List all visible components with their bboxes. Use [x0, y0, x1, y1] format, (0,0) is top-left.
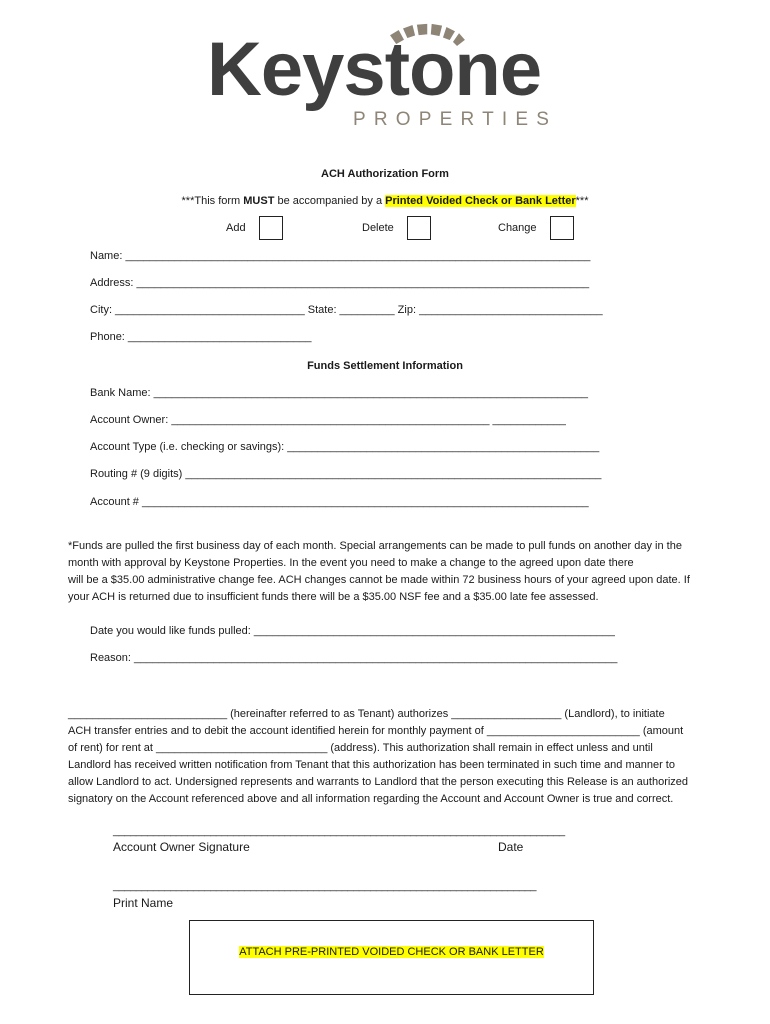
routing-field[interactable]: Routing # (9 digits) ____________________________________________________________________: [90, 468, 602, 480]
authorization-line: signatory on the Account referenced above and all information regarding the Account and Account Owner is true and correct.: [68, 793, 674, 805]
print-name-label: Print Name: [113, 896, 174, 910]
option-change-label: Change: [498, 222, 537, 234]
notice-prefix: ***This form: [181, 195, 244, 207]
attach-note-wrap: [189, 946, 594, 959]
option-delete-label: Delete: [362, 222, 394, 234]
notice-suffix: ***: [575, 195, 589, 207]
option-change-checkbox[interactable]: [550, 216, 574, 240]
authorization-line: of rent) for rent at ____________________________ (address). This authorization shall remain in effect unless and until: [68, 742, 653, 754]
authorization-line: __________________________ (hereinafter referred to as Tenant) authorizes __________________ (Landlord), to initiate: [68, 708, 665, 720]
funds-note: [68, 538, 690, 606]
option-add-checkbox[interactable]: [259, 216, 283, 240]
attach-note: ATTACH PRE-PRINTED VOIDED CHECK OR BANK LETTER: [239, 946, 544, 958]
logo-tagline: PROPERTIES: [353, 109, 558, 130]
name-field[interactable]: Name: ____________________________________________________________________________: [90, 250, 591, 262]
logo-brand: Keystone: [207, 27, 542, 112]
funds-note-line: your ACH is returned due to insufficient funds there will be a $35.00 NSF fee and a $35.00 late fee assessed.: [68, 591, 599, 603]
account-owner-field[interactable]: Account Owner: ____________________________________________________ ____________: [90, 414, 566, 426]
address-field[interactable]: Address: __________________________________________________________________________: [90, 277, 590, 289]
account-number-field[interactable]: Account # _________________________________________________________________________: [90, 496, 589, 508]
option-add-label: Add: [226, 222, 246, 234]
city-state-zip-field[interactable]: City: _______________________________ State: _________ Zip: ______________________________: [90, 304, 603, 316]
signature-label: Account Owner Signature: [113, 840, 250, 854]
funds-note-line: *Funds are pulled the first business day of each month. Special arrangements can be made to pull funds on another day in the: [68, 540, 682, 552]
notice-middle: be accompanied by a: [274, 195, 386, 207]
signature-line[interactable]: _______________________________________________________________________________: [113, 825, 565, 837]
option-delete-checkbox[interactable]: [407, 216, 431, 240]
funds-note-line: will be a $35.00 administrative change fee. ACH changes cannot be made within 72 business hours of your agreed upon date. If: [68, 574, 690, 586]
funds-heading: Funds Settlement Information: [307, 360, 463, 372]
authorization-line: Landlord has received written notification from Tenant that this authorization has been terminated in such time and manner to: [68, 759, 675, 771]
notice-must: MUST: [243, 195, 275, 207]
date-pulled-field[interactable]: Date you would like funds pulled: ___________________________________________________________: [90, 625, 615, 637]
print-name-line[interactable]: __________________________________________________________________________: [113, 880, 537, 892]
authorization-text: [68, 706, 688, 808]
authorization-line: allow Landlord to act. Undersigned represents and warrants to Landlord that the person executing this Release is an authorized: [68, 776, 689, 788]
phone-field[interactable]: Phone: ______________________________: [90, 331, 312, 343]
date-label: Date: [498, 840, 524, 854]
reason-field[interactable]: Reason: _______________________________________________________________________________: [90, 652, 618, 664]
account-type-field[interactable]: Account Type (i.e. checking or savings): ___________________________________________________: [90, 441, 600, 453]
form-notice: [0, 195, 770, 208]
funds-note-line: month with approval by Keystone Properties. In the event you need to make a change to the agreed upon date there: [68, 557, 634, 569]
authorization-line: ACH transfer entries and to debit the account identified herein for monthly payment of _________________________ (amount: [68, 725, 684, 737]
bank-name-field[interactable]: Bank Name: _______________________________________________________________________: [90, 387, 588, 399]
form-title: ACH Authorization Form: [321, 168, 449, 180]
notice-highlight: Printed Voided Check or Bank Letter: [385, 195, 576, 207]
